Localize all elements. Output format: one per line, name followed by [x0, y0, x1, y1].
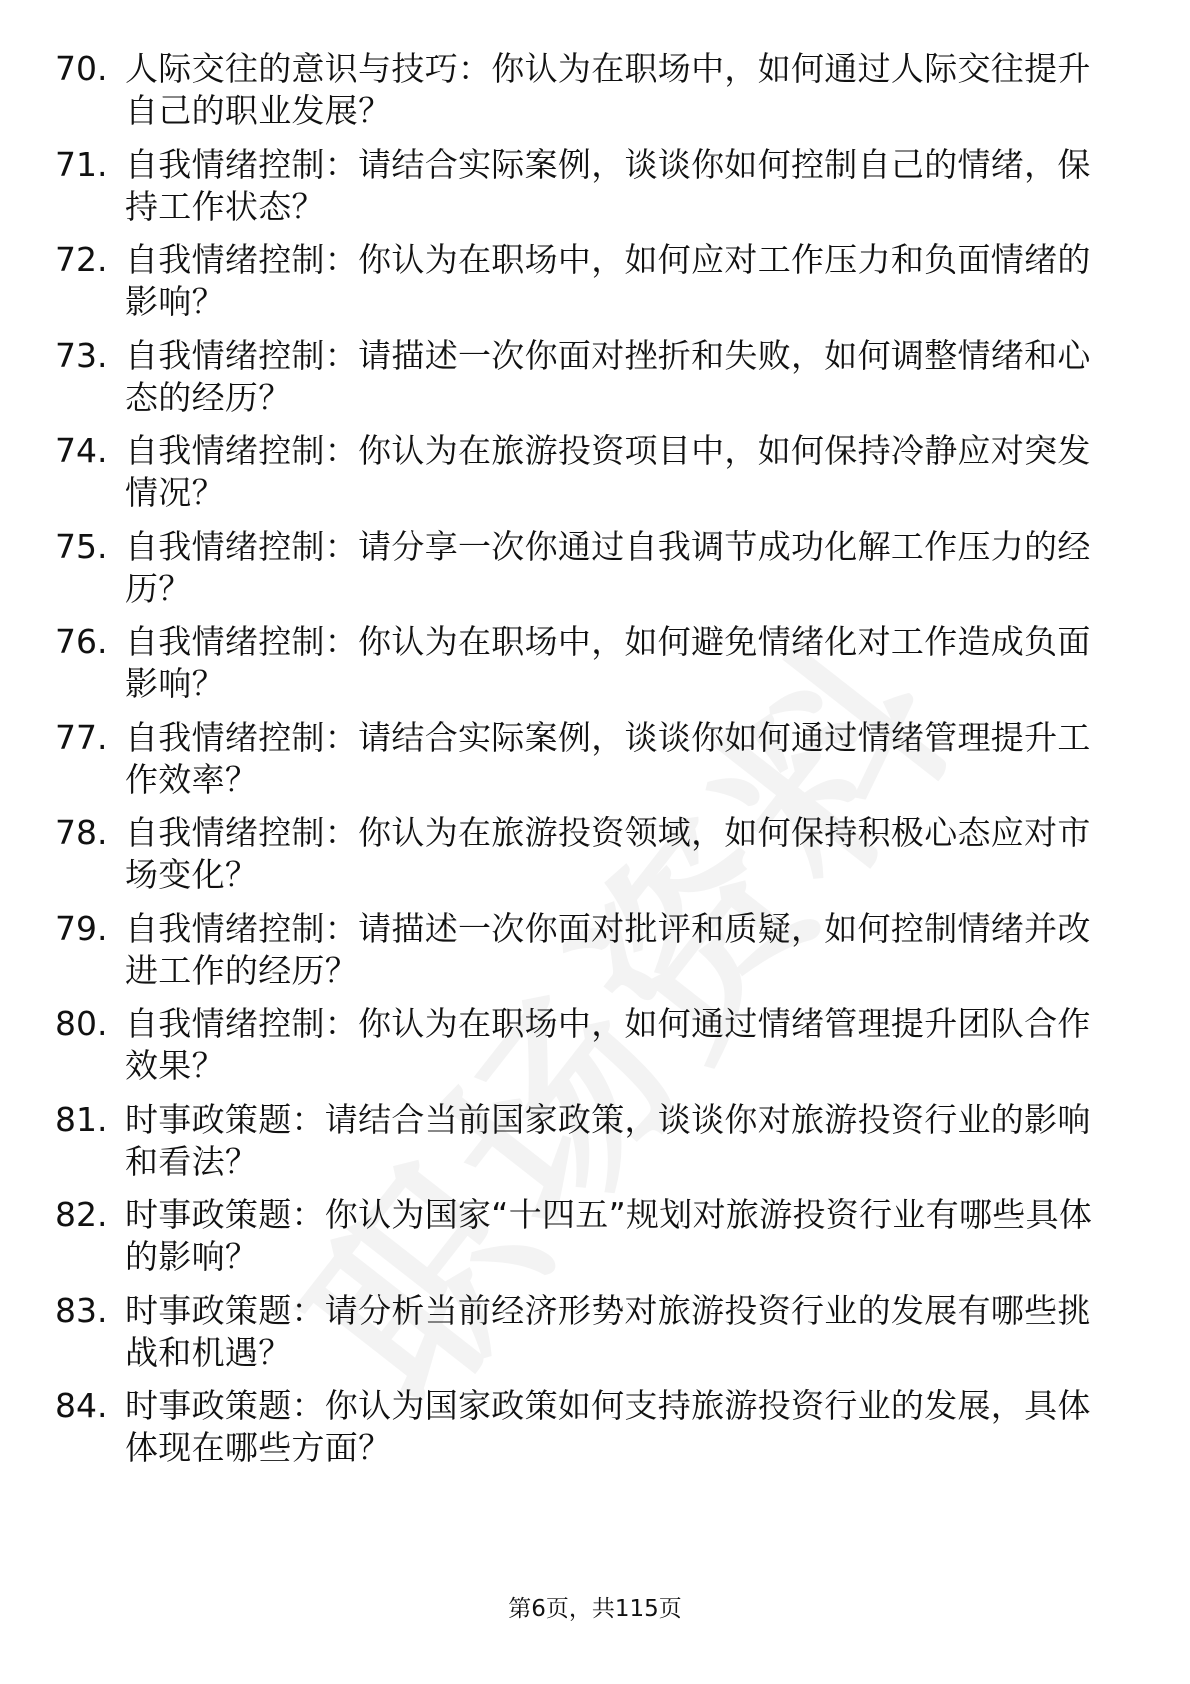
question-number: 71.	[55, 144, 108, 184]
question-number: 79.	[55, 908, 108, 948]
question-item	[55, 621, 1115, 705]
question-item	[55, 239, 1115, 323]
question-item	[55, 335, 1115, 419]
question-number: 75.	[55, 526, 108, 566]
question-text: 自我情绪控制：你认为在职场中，如何避免情绪化对工作造成负面影响？	[125, 622, 1091, 703]
question-item	[55, 430, 1115, 514]
question-number: 82.	[55, 1195, 108, 1234]
question-number: 70.	[55, 49, 108, 88]
question-text: 人际交往的意识与技巧：你认为在职场中，如何通过人际交往提升自己的职业发展？	[125, 49, 1091, 130]
question-number: 73.	[55, 335, 108, 375]
page-number: 第6页，共115页	[508, 1596, 682, 1622]
question-number: 76.	[55, 622, 108, 661]
question-number: 74.	[55, 431, 108, 470]
question-text: 时事政策题：你认为国家政策如何支持旅游投资行业的发展，具体体现在哪些方面？	[125, 1386, 1091, 1467]
question-text: 自我情绪控制：请结合实际案例，谈谈你如何通过情绪管理提升工作效率？	[125, 717, 1091, 799]
question-number: 83.	[55, 1290, 108, 1330]
question-item	[55, 1194, 1115, 1278]
question-number: 78.	[55, 813, 108, 852]
question-text: 自我情绪控制：你认为在旅游投资领域，如何保持积极心态应对市场变化？	[125, 813, 1091, 894]
question-number: 72.	[55, 240, 108, 279]
question-item	[55, 1003, 1115, 1087]
question-text: 时事政策题：请结合当前国家政策，谈谈你对旅游投资行业的影响和看法？	[125, 1099, 1091, 1181]
question-item	[55, 48, 1115, 132]
question-text: 自我情绪控制：请分享一次你通过自我调节成功化解工作压力的经历？	[125, 526, 1091, 608]
question-number: 84.	[55, 1386, 108, 1425]
question-item	[55, 526, 1115, 610]
question-text: 自我情绪控制：你认为在旅游投资项目中，如何保持冷静应对突发情况？	[125, 431, 1091, 512]
question-text: 自我情绪控制：你认为在职场中，如何应对工作压力和负面情绪的影响？	[125, 240, 1091, 321]
question-text: 自我情绪控制：请结合实际案例，谈谈你如何控制自己的情绪，保持工作状态？	[125, 144, 1091, 226]
question-list	[55, 48, 1115, 1481]
question-number: 77.	[55, 717, 108, 757]
question-text: 时事政策题：请分析当前经济形势对旅游投资行业的发展有哪些挑战和机遇？	[125, 1290, 1091, 1372]
question-text: 时事政策题：你认为国家“十四五”规划对旅游投资行业有哪些具体的影响？	[125, 1195, 1093, 1276]
question-item	[55, 717, 1115, 801]
question-item	[55, 144, 1115, 228]
question-text: 自我情绪控制：请描述一次你面对批评和质疑，如何控制情绪并改进工作的经历？	[125, 908, 1091, 990]
question-item	[55, 1385, 1115, 1469]
question-text: 自我情绪控制：请描述一次你面对挫折和失败，如何调整情绪和心态的经历？	[125, 335, 1091, 417]
question-item	[55, 1290, 1115, 1374]
question-item	[55, 812, 1115, 896]
question-number: 80.	[55, 1004, 108, 1043]
question-text: 自我情绪控制：你认为在职场中，如何通过情绪管理提升团队合作效果？	[125, 1004, 1091, 1085]
question-number: 81.	[55, 1099, 108, 1139]
question-item	[55, 1099, 1115, 1183]
question-item	[55, 908, 1115, 992]
